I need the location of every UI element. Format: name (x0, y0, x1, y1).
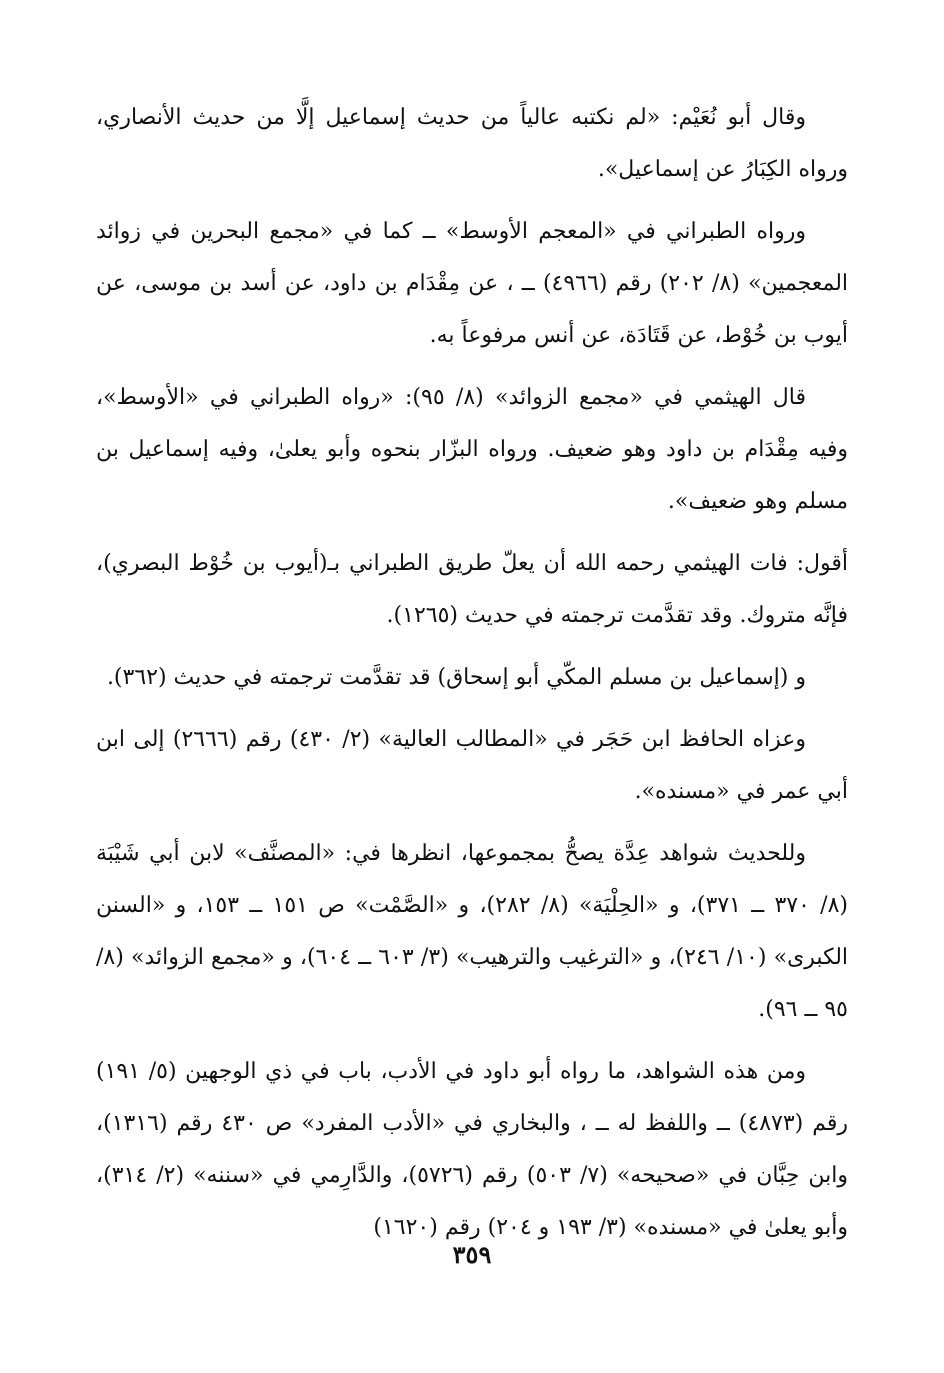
paragraph-1: وقال أبو نُعَيْم: «لم نكتبه عالياً من حديث إسماعيل إلَّا من حديث الأنصاري، ورواه الكِبَارُ عن إسماعيل». (96, 105, 848, 182)
paragraph-3: قال الهيثمي في «مجمع الزوائد» (٨/ ٩٥): «رواه الطبراني في «الأوسط»، وفيه مِقْدَام بن داود وهو ضعيف. ورواه البزّار بنحوه وأبو يعلىٰ، وفيه إسماعيل بن مسلم وهو ضعيف». (96, 385, 848, 514)
paragraph-5: و (إسماعيل بن مسلم المكّي أبو إسحاق) قد تقدَّمت ترجمته في حديث (٣٦٢). (106, 665, 806, 690)
paragraph-6: وعزاه الحافظ ابن حَجَر في «المطالب العالية» (٢/ ٤٣٠) رقم (٢٦٦٦) إلى ابن أبي عمر في «مسنده». (96, 727, 848, 804)
paragraph-2: ورواه الطبراني في «المعجم الأوسط» ــ كما في «مجمع البحرين في زوائد المعجمين» (٨/ ٢٠٢) رقم (٤٩٦٦) ــ ، عن مِقْدَام بن داود، عن أسد بن موسى، عن أيوب بن خُوْط، عن قَتَادَة، عن أنس مرفوعاً به. (96, 219, 849, 348)
page-body (96, 92, 848, 1264)
paragraph-4: أقول: فات الهيثمي رحمه الله أن يعلّ طريق الطبراني بـ(أيوب بن خُوْط البصري)، فإنَّه متروك. وقد تقدَّمت ترجمته في حديث (١٢٦٥). (96, 551, 848, 628)
paragraph-8: ومن هذه الشواهد، ما رواه أبو داود في الأدب، باب في ذي الوجهين (٥/ ١٩١) رقم (٤٨٧٣) ــ واللفظ له ــ ، والبخاري في «الأدب المفرد» ص ٤٣٠ رقم (١٣١٦)، وابن حِبَّان في «صحيحه» (٧/ ٥٠٣) رقم (٥٧٢٦)، والدَّارِمي في «سننه» (٢/ ٣١٤)، وأبو يعلىٰ في «مسنده» (٣/ ١٩٣ و ٢٠٤) رقم (١٦٢٠) (96, 1059, 849, 1240)
paragraph-7: وللحديث شواهد عِدَّة يصحُّ بمجموعها، انظرها في: «المصنَّف» لابن أبي شَيْبَة (٨/ ٣٧٠ ــ ٣٧١)، و «الحِلْيَة» (٨/ ٢٨٢)، و «الصَّمْت» ص ١٥١ ــ ١٥٣، و «السنن الكبرى» (١٠/ ٢٤٦)، و «الترغيب والترهيب» (٣/ ٦٠٣ ــ ٦٠٤)، و «مجمع الزوائد» (٨/ ٩٥ ــ ٩٦). (96, 841, 849, 1022)
page-number: ٣٥٩ (452, 1240, 492, 1269)
